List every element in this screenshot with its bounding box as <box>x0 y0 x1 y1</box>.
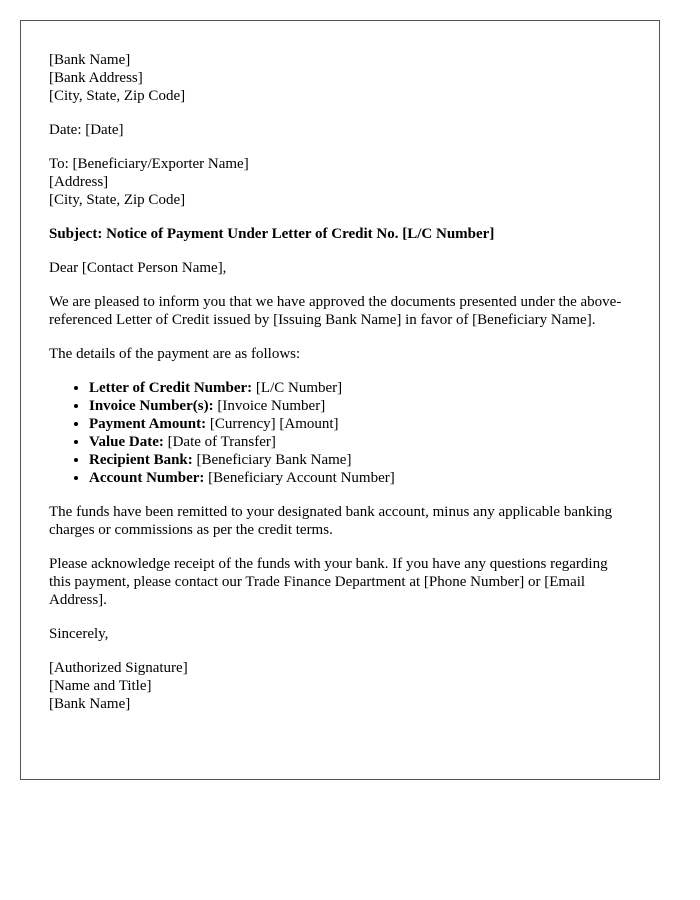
detail-value: [Date of Transfer] <box>167 434 276 450</box>
intro-paragraph: We are pleased to inform you that we have approved the documents presented under the above-referenced Letter of Credit issued by [Issuing Bank Name] in favor of [Beneficiary Name]. <box>49 294 622 328</box>
detail-label: Invoice Number(s): <box>89 398 214 414</box>
subject-line: Subject: Notice of Payment Under Letter of Credit No. [L/C Number] <box>49 226 495 242</box>
detail-item-value-date <box>89 433 631 451</box>
detail-value: [Invoice Number] <box>217 398 326 414</box>
acknowledge-paragraph: Please acknowledge receipt of the funds with your bank. If you have any questions regarding this payment, please contact our Trade Finance Department at [Phone Number] or [Email Address]. <box>49 556 608 608</box>
detail-label: Letter of Credit Number: <box>89 380 253 396</box>
detail-value: [Beneficiary Bank Name] <box>196 452 352 468</box>
detail-item-lc-number <box>89 379 631 397</box>
signature-block <box>49 659 631 713</box>
detail-value: [Currency] [Amount] <box>209 416 339 432</box>
detail-item-invoice-number <box>89 397 631 415</box>
sender-address-block <box>49 51 631 105</box>
date-line <box>49 121 631 139</box>
sender-bank-name: [Bank Name] <box>49 52 131 68</box>
recipient-address-block <box>49 155 631 209</box>
payment-details-list <box>49 379 631 487</box>
recipient-name-line <box>49 155 631 173</box>
detail-item-recipient-bank <box>89 451 631 469</box>
detail-item-payment-amount <box>89 415 631 433</box>
authorized-signature: [Authorized Signature] <box>49 660 188 676</box>
signer-name-title: [Name and Title] <box>49 678 152 694</box>
recipient-name: [Beneficiary/Exporter Name] <box>72 156 249 172</box>
closing: Sincerely, <box>49 626 109 642</box>
details-intro: The details of the payment are as follows: <box>49 346 301 362</box>
detail-label: Account Number: <box>89 470 205 486</box>
letter-page <box>20 20 660 780</box>
sender-bank-address: [Bank Address] <box>49 70 143 86</box>
sender-city-state-zip: [City, State, Zip Code] <box>49 88 186 104</box>
detail-value: [Beneficiary Account Number] <box>208 470 395 486</box>
funds-note-paragraph: The funds have been remitted to your designated bank account, minus any applicable banking charges or commissions as per the credit terms. <box>49 504 613 538</box>
detail-value: [L/C Number] <box>255 380 343 396</box>
date-value: [Date] <box>85 122 124 138</box>
detail-item-account-number <box>89 469 631 487</box>
detail-label: Value Date: <box>89 434 164 450</box>
detail-label: Recipient Bank: <box>89 452 193 468</box>
signature-bank-name: [Bank Name] <box>49 696 131 712</box>
detail-label: Payment Amount: <box>89 416 207 432</box>
recipient-address: [Address] <box>49 174 109 190</box>
recipient-city-state-zip: [City, State, Zip Code] <box>49 192 186 208</box>
to-label: To: <box>49 156 69 172</box>
date-label: Date: <box>49 122 82 138</box>
salutation: Dear [Contact Person Name], <box>49 260 227 276</box>
